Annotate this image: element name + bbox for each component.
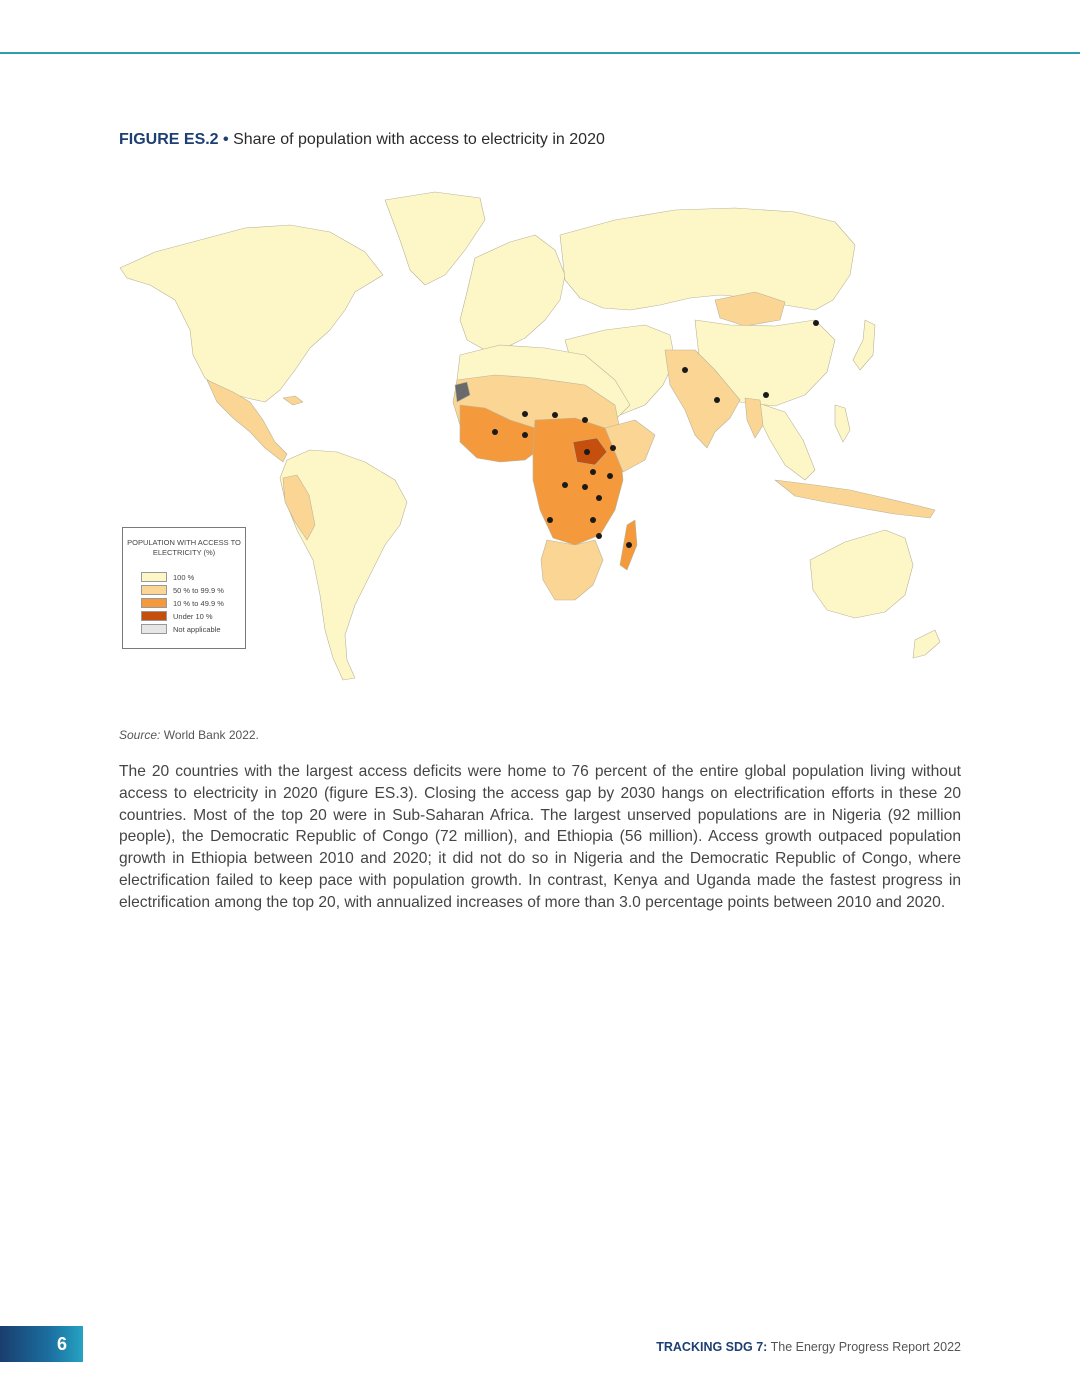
- legend-item: [141, 572, 194, 582]
- legend-label: 50 % to 99.9 %: [173, 585, 224, 595]
- marker-drc: [562, 482, 568, 488]
- marker-india: [714, 397, 720, 403]
- southern-africa-shape: [541, 540, 603, 600]
- marker-nigeria: [522, 432, 528, 438]
- marker-angola: [547, 517, 553, 523]
- legend-item: [141, 624, 221, 634]
- figure-title: [119, 131, 605, 149]
- legend-swatch: [141, 611, 167, 621]
- legend-item: [141, 598, 224, 608]
- southeast-asia-shape: [755, 402, 815, 480]
- page-number: 6: [0, 1326, 83, 1362]
- legend-label: Not applicable: [173, 624, 221, 634]
- caribbean-shape: [283, 396, 303, 405]
- myanmar-shape: [745, 398, 763, 438]
- source-text: World Bank 2022.: [163, 728, 259, 742]
- marker-uganda: [590, 469, 596, 475]
- body-paragraph: The 20 countries with the largest access deficits were home to 76 percent of the entire global population living without access to electricity in 2020 (figure ES.3). Closing the access gap by 2030 hangs on electrification efforts in these 20 countries. Most of the top 20 were in Sub-Saharan Africa. The largest unserved populations are in Nigeria (92 million people), the Democratic Republic of Congo (72 million), and Ethiopia (56 million). Access growth outpaced population growth in Ethiopia between 2010 and 2020; it did not do so in Nigeria and the Democratic Republic of Congo, where electrification failed to keep pace with population growth. In contrast, Kenya and Uganda made the fastest progress in electrification among the top 20, with annualized increases of more than 3.0 percentage points between 2010 and 2020.: [119, 763, 961, 911]
- world-map: [115, 180, 1015, 700]
- marker-myanmar: [763, 392, 769, 398]
- europe-shape: [460, 235, 565, 350]
- marker-chad: [552, 412, 558, 418]
- legend-label: 10 % to 49.9 %: [173, 598, 224, 608]
- marker-sudan: [582, 417, 588, 423]
- marker-pakistan: [682, 367, 688, 373]
- legend-swatch: [141, 572, 167, 582]
- figure-label: FIGURE ES.2: [119, 131, 219, 148]
- marker-burundi: [596, 495, 602, 501]
- greenland-shape: [385, 192, 485, 285]
- source-note: [119, 728, 259, 742]
- philippines-shape: [835, 405, 850, 442]
- map-legend: [122, 527, 246, 649]
- legend-label: 100 %: [173, 572, 195, 582]
- figure-separator: •: [223, 131, 229, 148]
- figure-title-text: Share of population with access to electricity in 2020: [233, 131, 605, 148]
- marker-madagascar: [626, 542, 632, 548]
- australia-shape: [810, 530, 913, 618]
- footer-series: TRACKING SDG 7:: [656, 1340, 768, 1354]
- marker-malawi: [590, 517, 596, 523]
- legend-title: POPULATION WITH ACCESS TO ELECTRICITY (%): [127, 538, 241, 557]
- legend-label: Under 10 %: [173, 611, 213, 621]
- marker-niger: [522, 411, 528, 417]
- legend-item: [141, 611, 213, 621]
- world-map-svg: [115, 180, 1015, 700]
- legend-swatch: [141, 624, 167, 634]
- north-asia-shape: [560, 208, 855, 310]
- marker-dprk: [813, 320, 819, 326]
- marker-burkina: [492, 429, 498, 435]
- japan-shape: [853, 320, 875, 370]
- top-rule: [0, 52, 1080, 54]
- marker-tanzania: [582, 484, 588, 490]
- marker-kenya: [607, 473, 613, 479]
- legend-swatch: [141, 598, 167, 608]
- running-footer: [656, 1340, 961, 1354]
- indonesia-shape: [775, 480, 935, 518]
- footer-title: The Energy Progress Report 2022: [770, 1340, 961, 1354]
- marker-ethiopia: [610, 445, 616, 451]
- source-label: Source:: [119, 728, 161, 742]
- new-zealand-shape: [913, 630, 940, 658]
- legend-item: [141, 585, 224, 595]
- north-america-shape: [120, 225, 383, 402]
- marker-south-sudan: [584, 449, 590, 455]
- legend-swatch: [141, 585, 167, 595]
- marker-mozambique: [596, 533, 602, 539]
